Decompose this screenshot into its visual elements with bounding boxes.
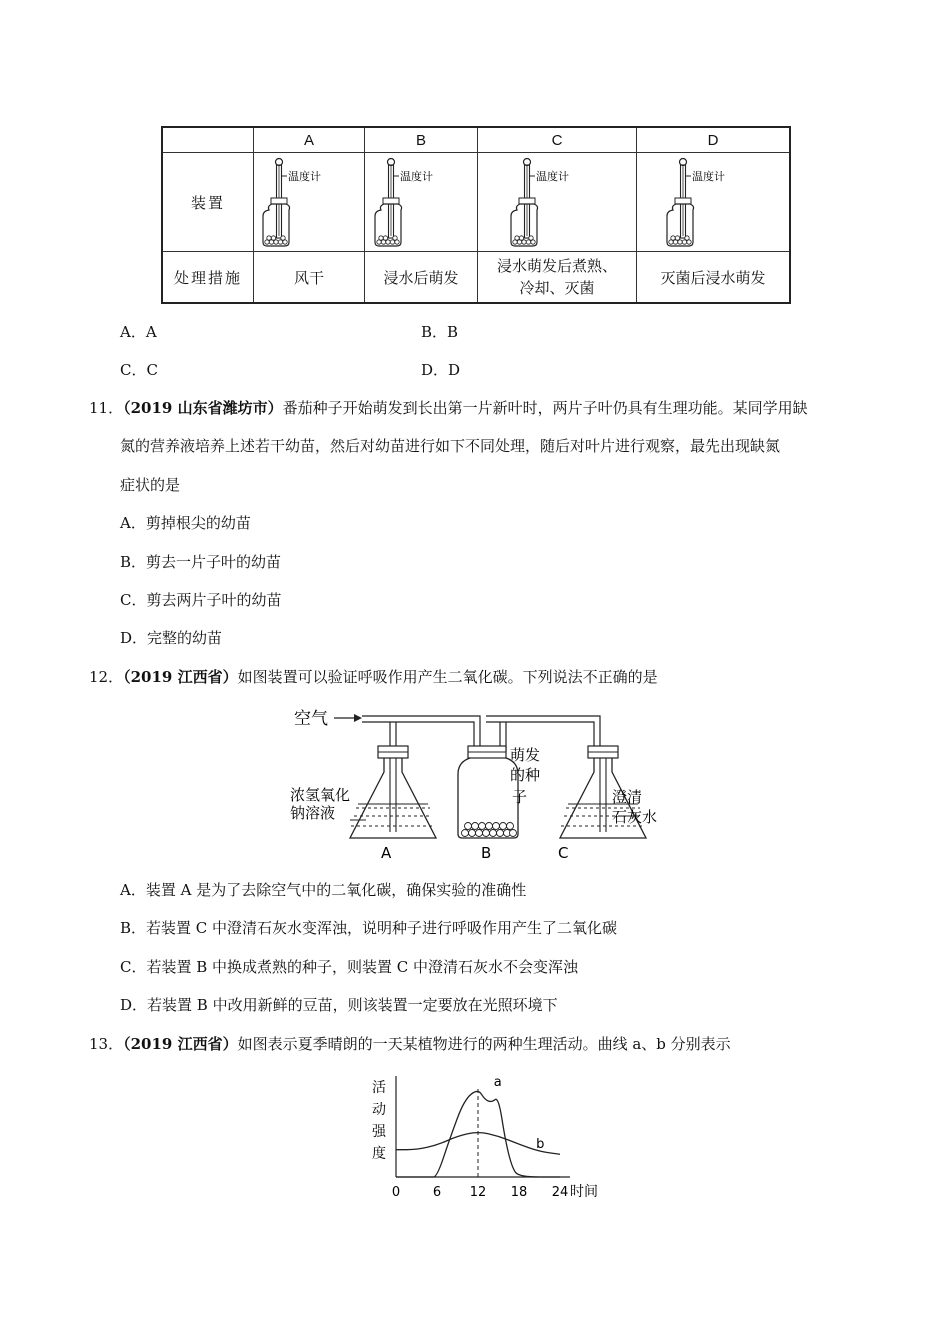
respiration-apparatus-diagram xyxy=(290,700,680,865)
apparatus-c-label: C xyxy=(558,844,569,862)
apparatus-b-label: B xyxy=(481,844,492,862)
apparatus-a-label: A xyxy=(381,844,392,862)
table-header-b: B xyxy=(365,127,478,153)
q11-source: （2019 山东省潍坊市） xyxy=(123,399,283,417)
device-table xyxy=(161,126,791,304)
process-cell-d: 灭菌后浸水萌发 xyxy=(637,252,791,304)
naoh-label-line1: 浓氢氧化 xyxy=(290,786,351,804)
q11-stem-line2: 氮的营养液培养上述若干幼苗，然后对幼苗进行如下不同处理，随后对叶片进行观察，最先出现缺氮 xyxy=(120,437,781,455)
q13-text: 如图表示夏季晴朗的一天某植物进行的两种生理活动。曲线 a、b 分别表示 xyxy=(237,1035,731,1053)
table-row-process xyxy=(162,252,790,304)
q13-number: 13． xyxy=(89,1035,124,1053)
x-tick-label: 18 xyxy=(510,1185,528,1200)
device-cell-d xyxy=(637,153,791,252)
thermometer-jar-icon xyxy=(259,156,359,248)
x-axis-label: 时间 xyxy=(570,1184,598,1200)
y-axis-label-char-1: 活 xyxy=(372,1080,386,1096)
naoh-label-line2: 钠溶液 xyxy=(290,804,336,822)
q12-number: 12． xyxy=(89,668,124,686)
seed-label-line2: 的种 xyxy=(510,766,541,784)
process-cell-c-line1: 浸水萌发后煮熟、 xyxy=(496,257,617,275)
thermometer-label: 温度计 xyxy=(536,170,569,183)
q11-option-c: C．剪去两片子叶的幼苗 xyxy=(120,591,282,609)
y-axis-label-char-2: 动 xyxy=(372,1102,386,1118)
y-axis-label-char-4: 度 xyxy=(372,1146,386,1162)
series-a-label: a xyxy=(493,1075,502,1090)
device-row-label: 装置 xyxy=(162,153,254,252)
q10-option-d: D．D xyxy=(421,361,461,379)
q11-stem-line1 xyxy=(89,398,808,418)
q11-stem-line3: 症状的是 xyxy=(120,476,181,494)
thermometer-label: 温度计 xyxy=(400,170,433,183)
process-cell-a: 风干 xyxy=(254,252,365,304)
limewater-label-line2: 石灰水 xyxy=(612,808,658,826)
thermometer-label: 温度计 xyxy=(692,170,725,183)
q12-text: 如图装置可以验证呼吸作用产生二氧化碳。下列说法不正确的是 xyxy=(237,668,658,686)
thermometer-jar-icon xyxy=(663,156,763,248)
seed-label-line1: 萌发 xyxy=(510,746,541,764)
table-row-device xyxy=(162,153,790,252)
q11-option-d: D．完整的幼苗 xyxy=(120,629,223,647)
device-cell-b xyxy=(365,153,478,252)
series-b-label: b xyxy=(536,1136,545,1152)
q11-number: 11． xyxy=(89,399,124,417)
x-tick-label: 6 xyxy=(432,1185,442,1200)
table-header-d: D xyxy=(637,127,791,153)
q11-text-1: 番茄种子开始萌发到长出第一片新叶时，两片子叶仍具有生理功能。某同学用缺 xyxy=(282,399,808,417)
x-tick-label: 12 xyxy=(469,1185,487,1200)
process-cell-c-line2: 冷却、灭菌 xyxy=(519,279,595,297)
seed-label-line3: 子 xyxy=(512,788,528,806)
process-cell-b: 浸水后萌发 xyxy=(365,252,478,304)
thermometer-jar-icon xyxy=(371,156,471,248)
process-row-label: 处理措施 xyxy=(162,252,254,304)
thermometer-label: 温度计 xyxy=(288,170,321,183)
q12-option-a: A．装置 A 是为了去除空气中的二氧化碳，确保实验的准确性 xyxy=(120,881,527,899)
q12-option-d: D．若装置 B 中改用新鲜的豆苗，则该装置一定要放在光照环境下 xyxy=(120,996,558,1014)
q10-option-a: A．A xyxy=(120,323,157,341)
q13-source: （2019 江西省） xyxy=(123,1035,238,1053)
q10-option-c: C．C xyxy=(120,361,158,379)
device-cell-c xyxy=(478,153,637,252)
y-axis-label-char-3: 强 xyxy=(372,1124,386,1140)
q12-stem xyxy=(89,667,658,687)
q11-option-b: B．剪去一片子叶的幼苗 xyxy=(120,553,282,571)
activity-intensity-chart xyxy=(360,1072,600,1204)
table-header-c: C xyxy=(478,127,637,153)
x-tick-label: 0 xyxy=(391,1185,401,1200)
q10-option-b: B．B xyxy=(421,323,459,341)
q12-source: （2019 江西省） xyxy=(123,668,238,686)
table-header-a: A xyxy=(254,127,365,153)
process-cell-c xyxy=(478,252,637,304)
table-header-row xyxy=(162,127,790,153)
thermometer-jar-icon xyxy=(507,156,607,248)
air-label: 空气 xyxy=(294,709,328,729)
table-header-empty xyxy=(162,127,254,153)
device-cell-a xyxy=(254,153,365,252)
q12-option-c: C．若装置 B 中换成煮熟的种子，则装置 C 中澄清石灰水不会变浑浊 xyxy=(120,958,579,976)
x-tick-label: 24 xyxy=(551,1185,569,1200)
q11-option-a: A．剪掉根尖的幼苗 xyxy=(120,514,251,532)
limewater-label-line1: 澄清 xyxy=(612,788,643,806)
q12-option-b: B．若装置 C 中澄清石灰水变浑浊，说明种子进行呼吸作用产生了二氧化碳 xyxy=(120,919,618,937)
q13-stem xyxy=(89,1034,731,1054)
